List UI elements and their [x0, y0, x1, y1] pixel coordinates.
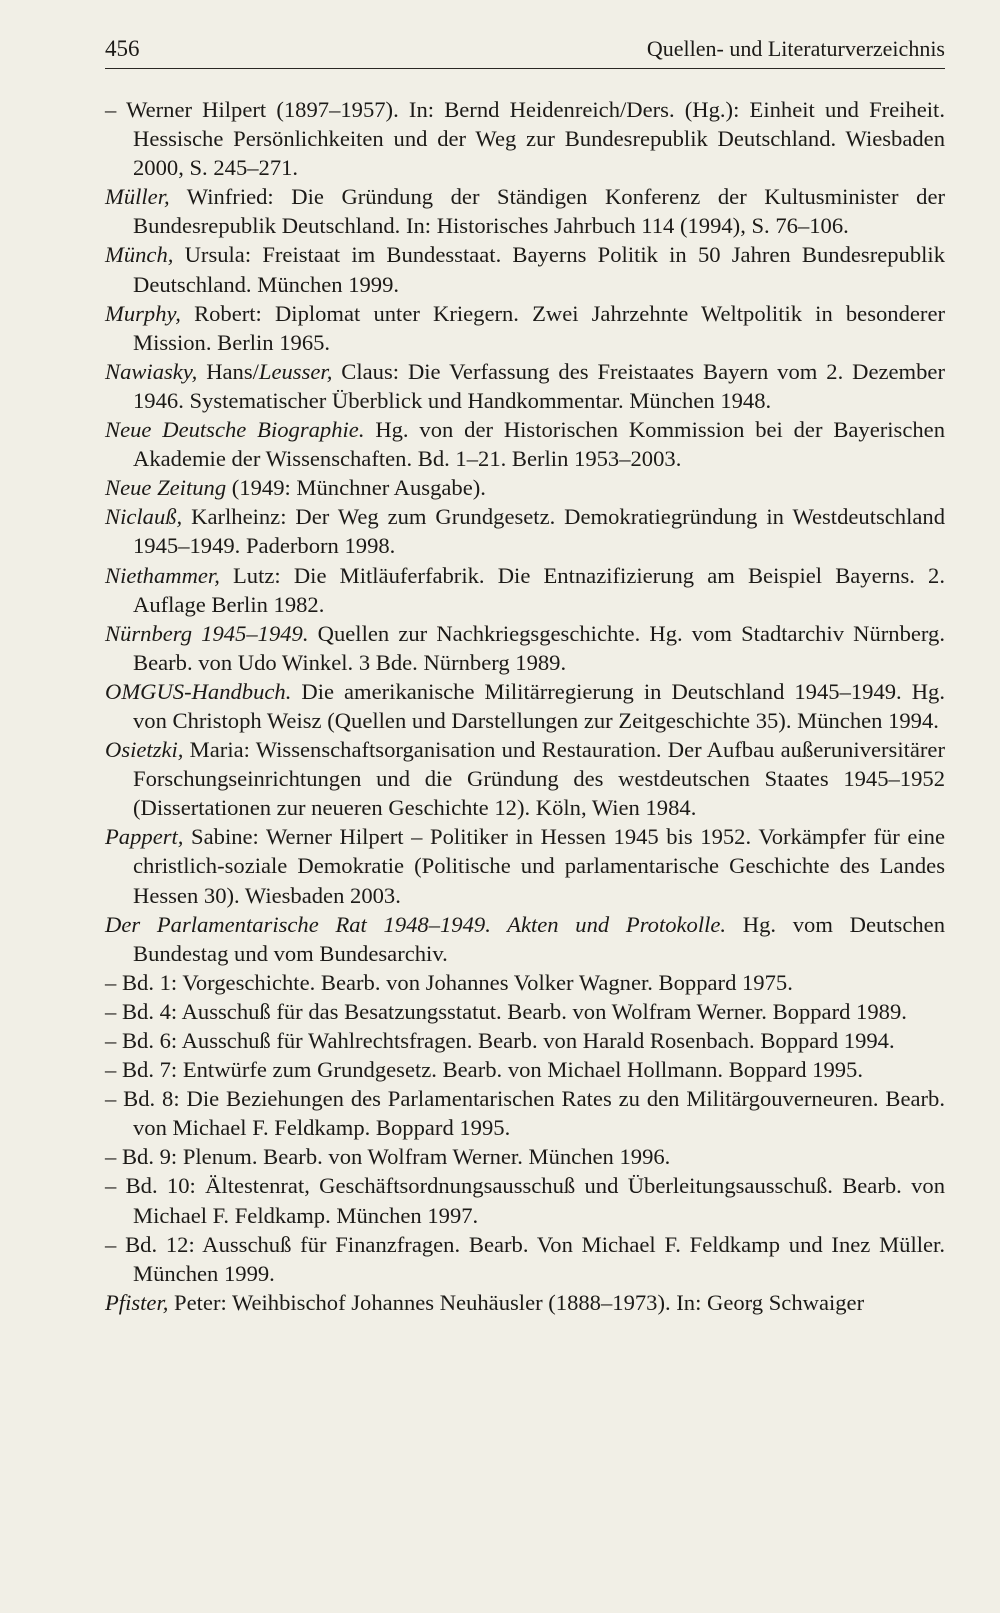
work-title: Neue Zeitung	[105, 475, 227, 501]
entry-text: Bd. 7: Entwürfe zum Grundgesetz. Bearb. von Michael Hollmann. Boppard 1995.	[121, 1057, 863, 1083]
bibliography-entry	[105, 619, 945, 677]
bibliography-subentry	[105, 1230, 945, 1288]
dash-marker: –	[105, 998, 122, 1024]
author-name: Nawiasky,	[105, 358, 198, 384]
entry-text: Robert: Diplomat unter Kriegern. Zwei Jahrzehnte Weltpolitik in besonderer Mission. Berlin 1965.	[133, 300, 945, 355]
work-title: Neue Deutsche Biographie.	[105, 417, 365, 443]
entry-text: Werner Hilpert (1897–1957). In: Bernd Heidenreich/Ders. (Hg.): Einheit und Freiheit. Hessische Persönlichkeiten und der Weg zur Bundesrepublik Deutschland. Wiesbaden 2000, S. 245–271.	[126, 97, 945, 181]
bibliography-entry	[105, 415, 945, 473]
page-header	[105, 34, 945, 69]
dash-marker: –	[105, 97, 127, 122]
entry-text: Sabine: Werner Hilpert – Politiker in Hessen 1945 bis 1952. Vorkämpfer für eine christlich-soziale Demokratie (Politische und parlamentarische Geschichte des Landes Hessen 30). Wiesbaden 2003.	[133, 824, 945, 908]
dash-marker: –	[105, 1028, 122, 1053]
author-name: Niclauß,	[105, 504, 183, 530]
bibliography-list	[105, 95, 945, 1317]
entry-text: Peter: Weihbischof Johannes Neuhäusler (1888–1973). In: Georg Schwaiger	[168, 1289, 865, 1315]
bibliography-subentry	[105, 1142, 945, 1171]
page-number: 456	[105, 36, 140, 61]
dash-marker: –	[105, 1231, 126, 1257]
entry-text: Bd. 1: Vorgeschichte. Bearb. von Johannes Volker Wagner. Boppard 1975.	[121, 969, 793, 995]
dash-marker: –	[105, 1144, 122, 1170]
bibliography-subentry	[105, 997, 945, 1026]
bibliography-entry	[105, 910, 945, 968]
author-name: Pappert,	[105, 824, 184, 850]
entry-text: Hg. von der Historischen Kommission bei der Bayerischen Akademie der Wissenschaften. Bd. 1–21. Berlin 1953–2003.	[133, 417, 945, 472]
entry-text: Winfried: Die Gründung der Ständigen Konferenz der Kultusminister der Bundesrepublik Deutschland. In: Historisches Jahrbuch 114 (1994), S. 76–106.	[133, 184, 945, 239]
bibliography-entry	[105, 95, 945, 182]
dash-marker: –	[105, 969, 122, 995]
running-title: Quellen- und Literaturverzeichnis	[646, 36, 945, 61]
entry-text: Hg. vom Deutschen Bundestag und vom Bundesarchiv.	[133, 911, 945, 966]
author-name: Niethammer,	[105, 562, 220, 588]
bibliography-entry	[105, 822, 945, 909]
author-name: Osietzki,	[105, 737, 184, 763]
coauthor-name: Leusser,	[258, 358, 333, 384]
bibliography-entry	[105, 473, 945, 502]
bibliography-subentry	[105, 1084, 945, 1142]
author-name: Müller,	[105, 184, 170, 210]
bibliography-entry	[105, 677, 945, 735]
work-title: Der Parlamentarische Rat 1948–1949. Akten und Protokolle.	[105, 911, 727, 937]
entry-text: Bd. 4: Ausschuß für das Besatzungsstatut. Bearb. von Wolfram Werner. Boppard 1989.	[121, 998, 907, 1024]
entry-text: Quellen zur Nachkriegsgeschichte. Hg. vom Stadtarchiv Nürnberg. Bearb. von Udo Winkel. 3 Bde. Nürnberg 1989.	[133, 620, 945, 675]
work-title: OMGUS-Handbuch.	[105, 678, 292, 704]
entry-text: Bd. 6: Ausschuß für Wahlrechtsfragen. Bearb. von Harald Rosenbach. Boppard 1994.	[121, 1028, 895, 1053]
entry-text: Bd. 10: Ältestenrat, Geschäftsordnungsausschuß und Überleitungsausschuß. Bearb. von Michael F. Feldkamp. München 1997.	[125, 1173, 945, 1228]
entry-text: Karlheinz: Der Weg zum Grundgesetz. Demokratiegründung in Westdeutschland 1945–1949. Paderborn 1998.	[133, 504, 945, 559]
bibliography-entry	[105, 1288, 945, 1317]
dash-marker: –	[105, 1057, 122, 1083]
bibliography-entry	[105, 357, 945, 415]
entry-text: (1949: Münchner Ausgabe).	[226, 475, 486, 501]
entry-text: Maria: Wissenschaftsorganisation und Restauration. Der Aufbau außeruniversitärer Forschungseinrichtungen und die Gründung des westdeutschen Staates 1945–1952 (Dissertationen zur neueren Geschichte 12). Köln, Wien 1984.	[133, 737, 945, 821]
author-name: Münch,	[105, 242, 174, 268]
bibliography-entry	[105, 182, 945, 240]
bibliography-entry	[105, 299, 945, 357]
bibliography-subentry	[105, 1171, 945, 1229]
author-name: Murphy,	[105, 300, 181, 326]
author-name: Pfister,	[105, 1289, 169, 1315]
bibliography-subentry	[105, 1055, 945, 1084]
entry-text: Ursula: Freistaat im Bundesstaat. Bayerns Politik in 50 Jahren Bundesrepublik Deutschland. München 1999.	[133, 242, 945, 297]
entry-text: Die amerikanische Militärregierung in Deutschland 1945–1949. Hg. von Christoph Weisz (Quellen und Darstellungen zur Zeitgeschichte 35). München 1994.	[133, 678, 945, 733]
bibliography-entry	[105, 240, 945, 298]
bibliography-entry	[105, 561, 945, 619]
dash-marker: –	[105, 1086, 124, 1112]
entry-text: Claus: Die Verfassung des Freistaates Bayern vom 2. Dezember 1946. Systematischer Überblick und Handkommentar. München 1948.	[133, 358, 945, 413]
bibliography-subentry	[105, 1026, 945, 1055]
bibliography-entry	[105, 502, 945, 560]
work-title: Nürnberg 1945–1949.	[105, 620, 309, 646]
entry-text: Bd. 12: Ausschuß für Finanzfragen. Bearb. Von Michael F. Feldkamp und Inez Müller. München 1999.	[125, 1231, 945, 1286]
bibliography-subentry	[105, 968, 945, 997]
entry-text: Lutz: Die Mitläuferfabrik. Die Entnazifizierung am Beispiel Bayerns. 2. Auflage Berlin 1982.	[133, 562, 945, 617]
entry-text: Bd. 8: Die Beziehungen des Parlamentarischen Rates zu den Militärgouverneuren. Bearb. von Michael F. Feldkamp. Boppard 1995.	[123, 1086, 945, 1141]
dash-marker: –	[105, 1173, 126, 1199]
bibliography-entry	[105, 735, 945, 822]
entry-text: Bd. 9: Plenum. Bearb. von Wolfram Werner. München 1996.	[121, 1144, 671, 1170]
entry-text: Hans/	[197, 358, 259, 384]
